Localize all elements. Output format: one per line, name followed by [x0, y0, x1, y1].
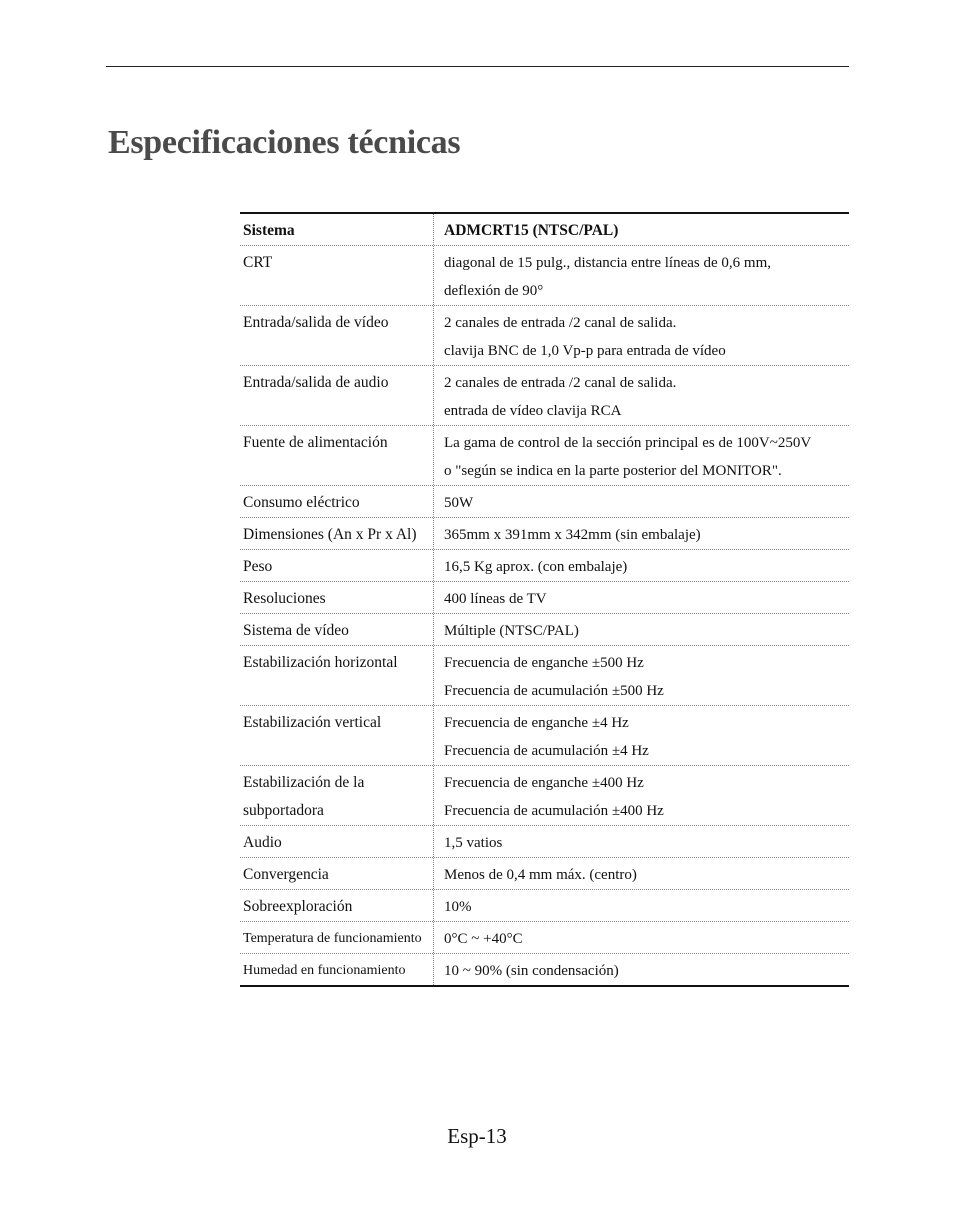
spec-value [434, 954, 849, 985]
spec-label [240, 858, 434, 889]
spec-label-line: Temperatura de funcionamiento [243, 931, 422, 946]
spec-value-line: Menos de 0,4 mm máx. (centro) [444, 867, 637, 883]
spec-label [240, 550, 434, 581]
table-row [240, 614, 849, 646]
table-row [240, 518, 849, 550]
table-row [240, 306, 849, 366]
page-title: Especificaciones técnicas [108, 124, 461, 161]
spec-value [434, 890, 849, 921]
spec-value-line: 50W [444, 495, 474, 511]
spec-value-line: 365mm x 391mm x 342mm (sin embalaje) [444, 527, 701, 543]
spec-value [434, 486, 849, 517]
table-row [240, 766, 849, 826]
spec-value-line: 2 canales de entrada /2 canal de salida. [444, 315, 677, 331]
spec-label-line: Consumo eléctrico [243, 494, 360, 511]
spec-value [434, 922, 849, 953]
spec-label-line: CRT [243, 254, 273, 271]
table-row [240, 826, 849, 858]
spec-label [240, 582, 434, 613]
header-value: ADMCRT15 (NTSC/PAL) [444, 222, 619, 239]
table-row [240, 486, 849, 518]
spec-value-line: deflexión de 90° [444, 283, 544, 299]
spec-value [434, 614, 849, 645]
table-row [240, 550, 849, 582]
table-row [240, 426, 849, 486]
table-body [240, 246, 849, 985]
spec-value-line: o "según se indica en la parte posterior del MONITOR". [444, 463, 782, 479]
table-row [240, 858, 849, 890]
spec-label-line: Humedad en funcionamiento [243, 963, 406, 978]
spec-label [240, 614, 434, 645]
spec-label-line: Entrada/salida de audio [243, 374, 389, 391]
table-row [240, 706, 849, 766]
spec-label-line: Audio [243, 834, 282, 851]
table-row [240, 646, 849, 706]
spec-label [240, 646, 434, 705]
spec-value-line: 0°C ~ +40°C [444, 931, 523, 947]
spec-value-line: Frecuencia de enganche ±500 Hz [444, 655, 644, 671]
spec-value [434, 706, 849, 765]
spec-label-line: Sobreexploración [243, 898, 353, 915]
spec-label-line: Dimensiones (An x Pr x Al) [243, 526, 417, 543]
spec-label-line: Fuente de alimentación [243, 434, 388, 451]
spec-value-line: Frecuencia de enganche ±400 Hz [444, 775, 644, 791]
spec-value-line: 16,5 Kg aprox. (con embalaje) [444, 559, 628, 575]
specifications-table [240, 212, 849, 987]
table-row [240, 954, 849, 985]
spec-label-line: subportadora [243, 802, 324, 819]
spec-label-line: Peso [243, 558, 273, 575]
spec-value [434, 306, 849, 365]
spec-value-line: Frecuencia de acumulación ±500 Hz [444, 683, 664, 699]
spec-label [240, 826, 434, 857]
spec-label [240, 706, 434, 765]
spec-label-line: Resoluciones [243, 590, 326, 607]
spec-value-line: 10% [444, 899, 472, 915]
spec-label-line: Estabilización de la [243, 774, 365, 791]
spec-value-line: entrada de vídeo clavija RCA [444, 403, 622, 419]
table-row [240, 922, 849, 954]
spec-value-line: La gama de control de la sección principal es de 100V~250V [444, 435, 812, 451]
table-header-row [240, 214, 849, 246]
header-rule [106, 66, 849, 67]
spec-label-line: Estabilización horizontal [243, 654, 398, 671]
spec-value-line: diagonal de 15 pulg., distancia entre líneas de 0,6 mm, [444, 255, 771, 271]
table-row [240, 246, 849, 306]
spec-value [434, 826, 849, 857]
spec-value-line: 1,5 vatios [444, 835, 503, 851]
spec-label [240, 518, 434, 549]
spec-label [240, 954, 434, 985]
spec-label-line: Convergencia [243, 866, 329, 883]
spec-value [434, 366, 849, 425]
spec-label [240, 890, 434, 921]
spec-label [240, 366, 434, 425]
spec-value [434, 246, 849, 305]
spec-value [434, 582, 849, 613]
spec-value [434, 426, 849, 485]
spec-value-line: Frecuencia de acumulación ±4 Hz [444, 743, 649, 759]
spec-value [434, 518, 849, 549]
spec-value-line: 2 canales de entrada /2 canal de salida. [444, 375, 677, 391]
spec-label-line: Entrada/salida de vídeo [243, 314, 389, 331]
spec-label [240, 486, 434, 517]
table-row [240, 890, 849, 922]
spec-value-line: clavija BNC de 1,0 Vp-p para entrada de vídeo [444, 343, 726, 359]
spec-label [240, 246, 434, 305]
spec-label-line: Estabilización vertical [243, 714, 382, 731]
spec-value [434, 646, 849, 705]
table-row [240, 582, 849, 614]
spec-value [434, 550, 849, 581]
spec-label [240, 306, 434, 365]
spec-value [434, 858, 849, 889]
spec-label [240, 922, 434, 953]
spec-value-line: Múltiple (NTSC/PAL) [444, 623, 579, 639]
spec-label-line: Sistema de vídeo [243, 622, 349, 639]
table-row [240, 366, 849, 426]
page-number: Esp-13 [447, 1124, 507, 1148]
spec-value [434, 766, 849, 825]
spec-value-line: 400 líneas de TV [444, 591, 547, 607]
spec-label [240, 426, 434, 485]
spec-value-line: Frecuencia de acumulación ±400 Hz [444, 803, 664, 819]
header-label: Sistema [240, 214, 434, 245]
spec-label [240, 766, 434, 825]
spec-value-line: Frecuencia de enganche ±4 Hz [444, 715, 629, 731]
spec-value-line: 10 ~ 90% (sin condensación) [444, 963, 619, 979]
